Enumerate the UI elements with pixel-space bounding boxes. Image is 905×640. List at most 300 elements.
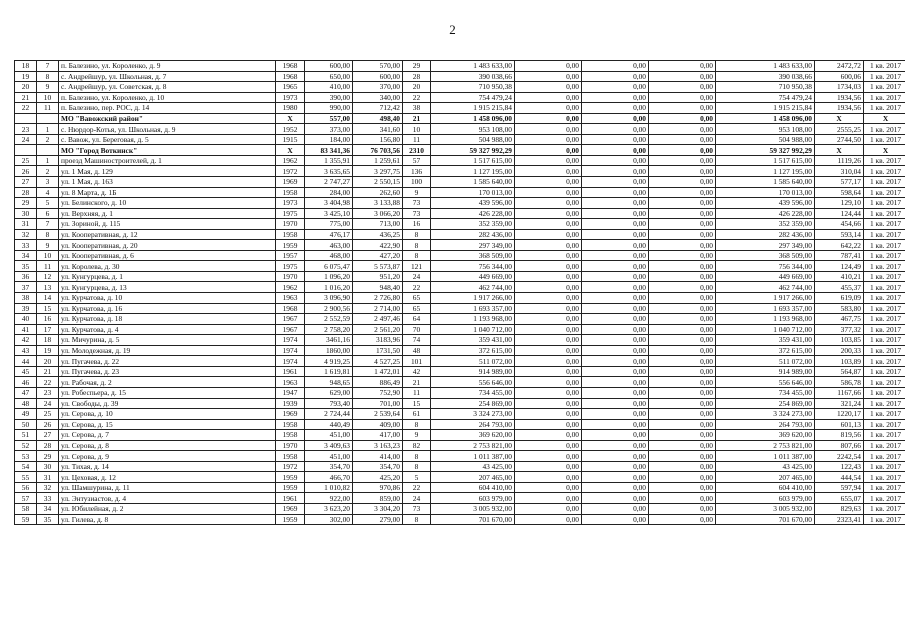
table-row <box>15 240 905 251</box>
table-row <box>15 514 905 525</box>
address-cell: ул. Серова, д. 8 <box>59 440 276 451</box>
cost-owners-cell: 0,00 <box>649 440 716 451</box>
year-built-cell: X <box>276 145 305 156</box>
total-area-cell: 1 010,82 <box>305 482 353 493</box>
item-number-cell: 2 <box>37 134 59 145</box>
row-index-cell: 38 <box>15 293 37 304</box>
total-area-cell: 3 425,10 <box>305 208 353 219</box>
address-cell: ул. Зориной, д. 115 <box>59 219 276 230</box>
unit-cost-cell: 103,89 <box>815 356 864 367</box>
table-row <box>15 134 905 145</box>
cost-fund-cell: 0,00 <box>515 219 582 230</box>
total-area-cell: 451,00 <box>305 430 353 441</box>
total-area-cell: 600,00 <box>305 61 353 72</box>
total-cost-cell: 207 465,00 <box>431 472 515 483</box>
unit-cost-cell: 642,22 <box>815 240 864 251</box>
address-cell: ул. Кооперативная, д. 12 <box>59 229 276 240</box>
cost-owners-cell: 0,00 <box>649 145 716 156</box>
unit-cost-cell: 122,43 <box>815 461 864 472</box>
cost-budget-cell: 0,00 <box>582 314 649 325</box>
item-number-cell: 5 <box>37 198 59 209</box>
item-number-cell: 20 <box>37 356 59 367</box>
row-index-cell: 32 <box>15 229 37 240</box>
row-index-cell: 51 <box>15 430 37 441</box>
cost-budget-cell: 0,00 <box>582 155 649 166</box>
cost-owners-cell: 0,00 <box>649 124 716 135</box>
address-cell: ул. Кунгурцева, д. 1 <box>59 271 276 282</box>
total-area-cell: 440,49 <box>305 419 353 430</box>
item-number-cell: 13 <box>37 282 59 293</box>
residents-cell: 22 <box>403 92 431 103</box>
cost-fund-cell: 0,00 <box>515 134 582 145</box>
item-number-cell: 6 <box>37 208 59 219</box>
cost-owners-cell: 0,00 <box>649 82 716 93</box>
residents-cell: 28 <box>403 71 431 82</box>
cost-budget-cell: 0,00 <box>582 271 649 282</box>
row-index-cell: 45 <box>15 366 37 377</box>
address-cell: проезд Машиностроителей, д. 1 <box>59 155 276 166</box>
cost-owners-cell: 0,00 <box>649 324 716 335</box>
item-number-cell: 25 <box>37 409 59 420</box>
cost-fund-cell: 0,00 <box>515 145 582 156</box>
living-area-cell: 600,00 <box>353 71 403 82</box>
unit-cost-cell: 1220,17 <box>815 409 864 420</box>
total-cost-cell: 372 615,00 <box>431 345 515 356</box>
table-row <box>15 166 905 177</box>
year-built-cell: 1974 <box>276 345 305 356</box>
cost-fund-cell: 0,00 <box>515 187 582 198</box>
total-cost-cell: 511 072,00 <box>431 356 515 367</box>
cost-budget-cell: 0,00 <box>582 451 649 462</box>
total-area-cell: 2 747,27 <box>305 177 353 188</box>
row-index-cell: 28 <box>15 187 37 198</box>
year-built-cell: 1973 <box>276 198 305 209</box>
row-index-cell: 41 <box>15 324 37 335</box>
address-cell: с. Андрейшур, ул. Школьная, д. 7 <box>59 71 276 82</box>
total-cost-cell: 352 359,00 <box>431 219 515 230</box>
living-area-cell: 5 573,87 <box>353 261 403 272</box>
living-area-cell: 970,86 <box>353 482 403 493</box>
unit-cost-cell: 598,64 <box>815 187 864 198</box>
total-area-cell: 4 919,25 <box>305 356 353 367</box>
planned-period-cell: 1 кв. 2017 <box>864 387 905 398</box>
table-row <box>15 219 905 230</box>
item-number-cell: 31 <box>37 472 59 483</box>
planned-period-cell: 1 кв. 2017 <box>864 461 905 472</box>
table-row <box>15 61 905 72</box>
item-number-cell: 35 <box>37 514 59 525</box>
cost-other-cell: 1 917 266,00 <box>716 293 815 304</box>
year-built-cell: X <box>276 113 305 124</box>
year-built-cell: 1970 <box>276 271 305 282</box>
total-cost-cell: 1 193 968,00 <box>431 314 515 325</box>
planned-period-cell: 1 кв. 2017 <box>864 240 905 251</box>
residents-cell: 8 <box>403 514 431 525</box>
residents-cell: 100 <box>403 177 431 188</box>
address-cell: ул. Королева, д. 30 <box>59 261 276 272</box>
row-index-cell: 39 <box>15 303 37 314</box>
living-area-cell: 156,80 <box>353 134 403 145</box>
address-cell: ул. Мичурина, д. 5 <box>59 335 276 346</box>
cost-budget-cell: 0,00 <box>582 293 649 304</box>
unit-cost-cell: 655,07 <box>815 493 864 504</box>
item-number-cell: 27 <box>37 430 59 441</box>
row-index-cell: 56 <box>15 482 37 493</box>
year-built-cell: 1969 <box>276 177 305 188</box>
residents-cell: 64 <box>403 314 431 325</box>
table-row <box>15 451 905 462</box>
year-built-cell: 1972 <box>276 166 305 177</box>
item-number-cell: 12 <box>37 271 59 282</box>
residents-cell: 21 <box>403 377 431 388</box>
residents-cell: 73 <box>403 503 431 514</box>
cost-fund-cell: 0,00 <box>515 303 582 314</box>
cost-other-cell: 426 228,00 <box>716 208 815 219</box>
living-area-cell: 414,00 <box>353 451 403 462</box>
living-area-cell: 2 561,20 <box>353 324 403 335</box>
cost-fund-cell: 0,00 <box>515 177 582 188</box>
cost-fund-cell: 0,00 <box>515 155 582 166</box>
year-built-cell: 1915 <box>276 134 305 145</box>
cost-other-cell: 449 669,00 <box>716 271 815 282</box>
cost-owners-cell: 0,00 <box>649 482 716 493</box>
table-row <box>15 366 905 377</box>
item-number-cell: 9 <box>37 240 59 251</box>
planned-period-cell: 1 кв. 2017 <box>864 187 905 198</box>
table-row <box>15 177 905 188</box>
cost-other-cell: 390 038,66 <box>716 71 815 82</box>
cost-owners-cell: 0,00 <box>649 461 716 472</box>
item-number-cell: 2 <box>37 166 59 177</box>
unit-cost-cell: 807,66 <box>815 440 864 451</box>
cost-budget-cell: 0,00 <box>582 103 649 114</box>
cost-other-cell: 504 988,00 <box>716 134 815 145</box>
table-row <box>15 293 905 304</box>
total-area-cell: 476,17 <box>305 229 353 240</box>
item-number-cell: 21 <box>37 366 59 377</box>
residents-cell: 70 <box>403 324 431 335</box>
cost-budget-cell: 0,00 <box>582 134 649 145</box>
total-area-cell: 650,00 <box>305 71 353 82</box>
cost-other-cell: 710 950,38 <box>716 82 815 93</box>
planned-period-cell: 1 кв. 2017 <box>864 229 905 240</box>
planned-period-cell: 1 кв. 2017 <box>864 335 905 346</box>
row-index-cell: 18 <box>15 61 37 72</box>
item-number-cell: 14 <box>37 293 59 304</box>
year-built-cell: 1958 <box>276 451 305 462</box>
living-area-cell: 3 297,75 <box>353 166 403 177</box>
total-area-cell: 83 341,36 <box>305 145 353 156</box>
table-row <box>15 92 905 103</box>
cost-fund-cell: 0,00 <box>515 240 582 251</box>
cost-fund-cell: 0,00 <box>515 229 582 240</box>
table-row <box>15 482 905 493</box>
cost-other-cell: 756 344,00 <box>716 261 815 272</box>
unit-cost-cell: 200,33 <box>815 345 864 356</box>
total-area-cell: 922,00 <box>305 493 353 504</box>
item-number-cell <box>37 113 59 124</box>
address-cell: ул. Шамшурина, д. 11 <box>59 482 276 493</box>
cost-other-cell: 282 436,00 <box>716 229 815 240</box>
planned-period-cell: 1 кв. 2017 <box>864 345 905 356</box>
living-area-cell: 1 472,01 <box>353 366 403 377</box>
year-built-cell: 1959 <box>276 240 305 251</box>
address-cell: ул. 8 Марта, д. 1Б <box>59 187 276 198</box>
year-built-cell: 1974 <box>276 356 305 367</box>
total-cost-cell: 254 869,00 <box>431 398 515 409</box>
cost-owners-cell: 0,00 <box>649 240 716 251</box>
address-cell: ул. Кооперативная, д. 6 <box>59 250 276 261</box>
cost-fund-cell: 0,00 <box>515 124 582 135</box>
cost-budget-cell: 0,00 <box>582 261 649 272</box>
total-cost-cell: 3 005 932,00 <box>431 503 515 514</box>
total-cost-cell: 1 127 195,00 <box>431 166 515 177</box>
address-cell: ул. 1 Мая, д. 129 <box>59 166 276 177</box>
cost-owners-cell: 0,00 <box>649 514 716 525</box>
item-number-cell: 7 <box>37 219 59 230</box>
residents-cell: 9 <box>403 187 431 198</box>
residents-cell: 20 <box>403 82 431 93</box>
address-cell: ул. 1 Мая, д. 163 <box>59 177 276 188</box>
living-area-cell: 3 304,20 <box>353 503 403 514</box>
year-built-cell: 1958 <box>276 229 305 240</box>
row-index-cell: 30 <box>15 208 37 219</box>
planned-period-cell: 1 кв. 2017 <box>864 166 905 177</box>
cost-owners-cell: 0,00 <box>649 61 716 72</box>
year-built-cell: 1963 <box>276 377 305 388</box>
address-cell: МО "Город Воткинск" <box>59 145 276 156</box>
cost-other-cell: 3 005 932,00 <box>716 503 815 514</box>
table-row <box>15 472 905 483</box>
cost-other-cell: 352 359,00 <box>716 219 815 230</box>
cost-budget-cell: 0,00 <box>582 187 649 198</box>
residents-cell: 8 <box>403 250 431 261</box>
cost-fund-cell: 0,00 <box>515 440 582 451</box>
unit-cost-cell: 467,75 <box>815 314 864 325</box>
unit-cost-cell: 103,85 <box>815 335 864 346</box>
residents-cell: 38 <box>403 103 431 114</box>
total-area-cell: 284,00 <box>305 187 353 198</box>
cost-fund-cell: 0,00 <box>515 377 582 388</box>
total-cost-cell: 556 646,00 <box>431 377 515 388</box>
cost-fund-cell: 0,00 <box>515 61 582 72</box>
living-area-cell: 425,20 <box>353 472 403 483</box>
living-area-cell: 1731,50 <box>353 345 403 356</box>
cost-fund-cell: 0,00 <box>515 282 582 293</box>
item-number-cell: 3 <box>37 177 59 188</box>
item-number-cell: 22 <box>37 377 59 388</box>
cost-budget-cell: 0,00 <box>582 71 649 82</box>
total-area-cell: 1 355,91 <box>305 155 353 166</box>
total-area-cell: 354,70 <box>305 461 353 472</box>
cost-other-cell: 207 465,00 <box>716 472 815 483</box>
year-built-cell: 1969 <box>276 503 305 514</box>
cost-budget-cell: 0,00 <box>582 387 649 398</box>
total-area-cell: 775,00 <box>305 219 353 230</box>
item-number-cell: 24 <box>37 398 59 409</box>
cost-fund-cell: 0,00 <box>515 387 582 398</box>
unit-cost-cell: 444,54 <box>815 472 864 483</box>
table-row <box>15 282 905 293</box>
planned-period-cell: 1 кв. 2017 <box>864 293 905 304</box>
planned-period-cell: 1 кв. 2017 <box>864 398 905 409</box>
residents-cell: 11 <box>403 387 431 398</box>
address-cell: ул. Курчатова, д. 16 <box>59 303 276 314</box>
cost-other-cell: 368 509,00 <box>716 250 815 261</box>
item-number-cell: 18 <box>37 335 59 346</box>
unit-cost-cell: 829,63 <box>815 503 864 514</box>
total-area-cell: 3 623,20 <box>305 503 353 514</box>
cost-other-cell: 914 989,00 <box>716 366 815 377</box>
planned-period-cell: 1 кв. 2017 <box>864 377 905 388</box>
item-number-cell: 17 <box>37 324 59 335</box>
row-index-cell: 49 <box>15 409 37 420</box>
living-area-cell: 409,00 <box>353 419 403 430</box>
total-cost-cell: 1 011 387,00 <box>431 451 515 462</box>
planned-period-cell: 1 кв. 2017 <box>864 271 905 282</box>
cost-fund-cell: 0,00 <box>515 398 582 409</box>
address-cell: ул. Кооперативная, д. 20 <box>59 240 276 251</box>
table-row <box>15 503 905 514</box>
cost-budget-cell: 0,00 <box>582 282 649 293</box>
row-index-cell: 46 <box>15 377 37 388</box>
year-built-cell: 1969 <box>276 409 305 420</box>
row-index-cell: 36 <box>15 271 37 282</box>
total-cost-cell: 953 108,00 <box>431 124 515 135</box>
cost-other-cell: 701 670,00 <box>716 514 815 525</box>
living-area-cell: 2 539,64 <box>353 409 403 420</box>
cost-owners-cell: 0,00 <box>649 282 716 293</box>
table-row <box>15 430 905 441</box>
living-area-cell: 712,42 <box>353 103 403 114</box>
address-cell: ул. Пугачева, д. 22 <box>59 356 276 367</box>
address-cell: ул. Серова, д. 9 <box>59 451 276 462</box>
cost-other-cell: 604 410,00 <box>716 482 815 493</box>
cost-owners-cell: 0,00 <box>649 92 716 103</box>
cost-budget-cell: 0,00 <box>582 324 649 335</box>
table-row <box>15 398 905 409</box>
living-area-cell: 436,25 <box>353 229 403 240</box>
address-cell: МО "Вавожский район" <box>59 113 276 124</box>
row-index-cell: 37 <box>15 282 37 293</box>
total-cost-cell: 701 670,00 <box>431 514 515 525</box>
cost-other-cell: 754 479,24 <box>716 92 815 103</box>
total-area-cell: 463,00 <box>305 240 353 251</box>
year-built-cell: 1962 <box>276 155 305 166</box>
row-index-cell: 57 <box>15 493 37 504</box>
cost-budget-cell: 0,00 <box>582 208 649 219</box>
cost-other-cell: 556 646,00 <box>716 377 815 388</box>
planned-period-cell: 1 кв. 2017 <box>864 503 905 514</box>
planned-period-cell: 1 кв. 2017 <box>864 409 905 420</box>
table-row <box>15 314 905 325</box>
total-area-cell: 2 758,20 <box>305 324 353 335</box>
year-built-cell: 1970 <box>276 440 305 451</box>
table-row <box>15 82 905 93</box>
total-cost-cell: 359 431,00 <box>431 335 515 346</box>
year-built-cell: 1963 <box>276 293 305 304</box>
cost-budget-cell: 0,00 <box>582 113 649 124</box>
total-cost-cell: 282 436,00 <box>431 229 515 240</box>
living-area-cell: 262,60 <box>353 187 403 198</box>
row-index-cell: 55 <box>15 472 37 483</box>
total-area-cell: 373,00 <box>305 124 353 135</box>
cost-owners-cell: 0,00 <box>649 155 716 166</box>
living-area-cell: 4 527,25 <box>353 356 403 367</box>
item-number-cell: 29 <box>37 451 59 462</box>
unit-cost-cell: 321,24 <box>815 398 864 409</box>
residents-cell: 24 <box>403 493 431 504</box>
residents-cell: 11 <box>403 134 431 145</box>
residents-cell: 74 <box>403 335 431 346</box>
cost-other-cell: 1 693 357,00 <box>716 303 815 314</box>
living-area-cell: 713,00 <box>353 219 403 230</box>
planned-period-cell: 1 кв. 2017 <box>864 155 905 166</box>
cost-owners-cell: 0,00 <box>649 134 716 145</box>
item-number-cell <box>37 145 59 156</box>
cost-owners-cell: 0,00 <box>649 293 716 304</box>
unit-cost-cell: 1167,66 <box>815 387 864 398</box>
year-built-cell: 1939 <box>276 398 305 409</box>
residents-cell: 29 <box>403 61 431 72</box>
total-cost-cell: 1 517 615,00 <box>431 155 515 166</box>
row-index-cell: 44 <box>15 356 37 367</box>
total-cost-cell: 1 917 266,00 <box>431 293 515 304</box>
housing-repair-table <box>14 60 905 525</box>
cost-owners-cell: 0,00 <box>649 113 716 124</box>
cost-owners-cell: 0,00 <box>649 503 716 514</box>
cost-other-cell: 1 127 195,00 <box>716 166 815 177</box>
unit-cost-cell: 819,56 <box>815 430 864 441</box>
unit-cost-cell: 2472,72 <box>815 61 864 72</box>
cost-other-cell: 369 620,00 <box>716 430 815 441</box>
unit-cost-cell: 310,04 <box>815 166 864 177</box>
cost-other-cell: 1 517 615,00 <box>716 155 815 166</box>
total-area-cell: 2 552,59 <box>305 314 353 325</box>
address-cell: ул. Верхняя, д. 1 <box>59 208 276 219</box>
total-cost-cell: 368 509,00 <box>431 250 515 261</box>
address-cell: ул. Серова, д. 7 <box>59 430 276 441</box>
address-cell: п. Балезино, пер. РОС, д. 14 <box>59 103 276 114</box>
cost-other-cell: 372 615,00 <box>716 345 815 356</box>
address-cell: ул. Пугачева, д. 23 <box>59 366 276 377</box>
residents-cell: 136 <box>403 166 431 177</box>
living-area-cell: 701,00 <box>353 398 403 409</box>
cost-other-cell: 1 458 096,00 <box>716 113 815 124</box>
cost-owners-cell: 0,00 <box>649 356 716 367</box>
unit-cost-cell: 1934,56 <box>815 103 864 114</box>
planned-period-cell: 1 кв. 2017 <box>864 61 905 72</box>
unit-cost-cell: 583,80 <box>815 303 864 314</box>
total-cost-cell: 439 596,00 <box>431 198 515 209</box>
total-cost-cell: 1 483 633,00 <box>431 61 515 72</box>
cost-owners-cell: 0,00 <box>649 219 716 230</box>
row-index-cell: 26 <box>15 166 37 177</box>
total-area-cell: 990,00 <box>305 103 353 114</box>
residents-cell: 73 <box>403 208 431 219</box>
cost-fund-cell: 0,00 <box>515 419 582 430</box>
living-area-cell: 570,00 <box>353 61 403 72</box>
cost-fund-cell: 0,00 <box>515 482 582 493</box>
address-cell: ул. Юбилейная, д. 2 <box>59 503 276 514</box>
living-area-cell: 498,40 <box>353 113 403 124</box>
cost-budget-cell: 0,00 <box>582 250 649 261</box>
unit-cost-cell: 2744,50 <box>815 134 864 145</box>
unit-cost-cell: 564,87 <box>815 366 864 377</box>
item-number-cell: 8 <box>37 71 59 82</box>
unit-cost-cell: 2242,54 <box>815 451 864 462</box>
residents-cell: 82 <box>403 440 431 451</box>
